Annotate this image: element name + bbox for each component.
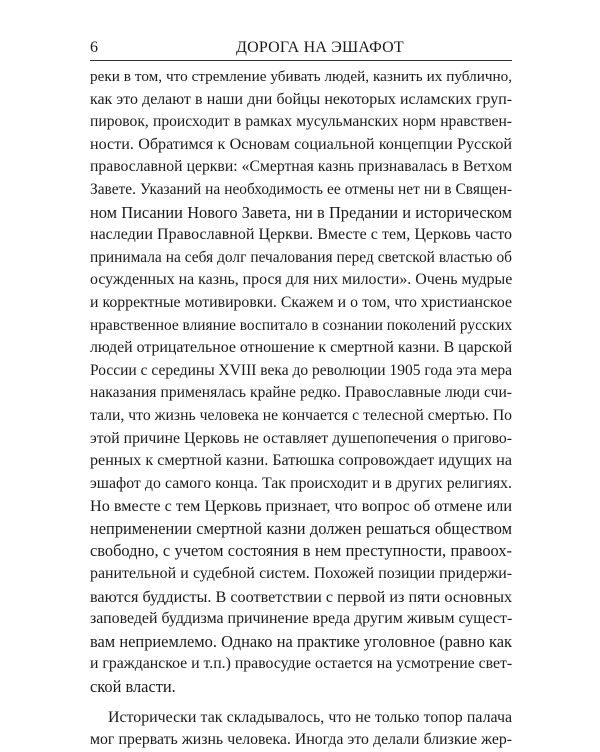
running-head xyxy=(90,38,512,58)
text-line: ранительной и судебной систем. Похожей позиции придержи- xyxy=(90,565,512,583)
text-line: свободно, с учетом состояния в нем преступности, правоох- xyxy=(90,541,512,561)
text-line: нравственное влияние воспитало в сознании поколений русских xyxy=(90,316,513,334)
text-line: этой причине Церковь не оставляет душепопечения о пригово- xyxy=(90,429,512,447)
text-line: ном Писании Нового Завета, ни в Предании и историческом xyxy=(90,202,512,222)
text-line: ваются буддисты. В соответствии с первой из пяти основных xyxy=(90,587,513,606)
text-line: принимала на себя долг печалования перед светской властью об xyxy=(90,248,512,266)
text-line: и корректные мотивировки. Скажем и о том, что христианское xyxy=(90,293,512,311)
text-line: и гражданское и т.п.) правосудие остается на усмотрение свет- xyxy=(90,655,513,673)
text-line: заповедей буддизма причинение вреда другим живым сущест- xyxy=(90,610,513,628)
text-line: Но вместе с тем Церковь признает, что вопрос об отмене или xyxy=(90,497,512,516)
text-line: Исторически так складывалось, что не только топор палача xyxy=(108,708,512,726)
text-line: России с середины XVIII века до революции 1905 года эта мера xyxy=(90,361,512,379)
text-line: наследии Православной Церкви. Вместе с тем, Церковь часто xyxy=(90,226,512,244)
paragraph xyxy=(90,66,512,699)
text-line: православной церкви: «Смертная казнь признавалась в Ветхом xyxy=(90,158,512,176)
text-line: людей отрицательное отношение к смертной казни. В царской xyxy=(90,339,513,357)
text-line: тали, что жизнь человека не кончается с телесной смертью. По xyxy=(90,406,512,424)
text-line: ской власти. xyxy=(90,677,176,697)
paragraph-gap xyxy=(90,699,512,707)
text-line: вам неприемлемо. Однако на практике уголовное (равно как xyxy=(90,631,512,651)
running-title: ДОРОГА НА ЭШАФОТ xyxy=(236,39,404,56)
text-line: ренных к смертной казни. Батюшка сопровождает идущих на xyxy=(90,452,512,470)
text-line: осужденных на казнь, прося для них милости». Очень мудрые xyxy=(90,271,513,289)
text-line: неприменении смертной казни должен решаться обществом xyxy=(90,518,512,538)
text-line: как это делают в наши дни бойцы некоторых исламских груп- xyxy=(90,90,512,108)
header-rule xyxy=(90,60,512,61)
body-text xyxy=(90,66,512,752)
text-line: ности. Обратимся к Основам социальной концепции Русской xyxy=(90,135,512,153)
text-line: мог прервать жизнь человека. Иногда это делали близкие жер- xyxy=(90,731,512,749)
text-line: Завете. Указаний на необходимость ее отмены нет ни в Священ- xyxy=(90,180,512,198)
text-line: реки в том, что стремление убивать людей, казнить их публично, xyxy=(90,68,512,85)
text-line: наказания применялась крайне редко. Православные люди счи- xyxy=(90,384,512,402)
paragraph xyxy=(90,707,512,752)
page-number: 6 xyxy=(90,39,98,56)
text-line: пировок, происходит в рамках мусульманских норм нравствен- xyxy=(90,113,512,131)
text-line: эшафот до самого конца. Так происходит и в других религиях. xyxy=(90,474,512,492)
